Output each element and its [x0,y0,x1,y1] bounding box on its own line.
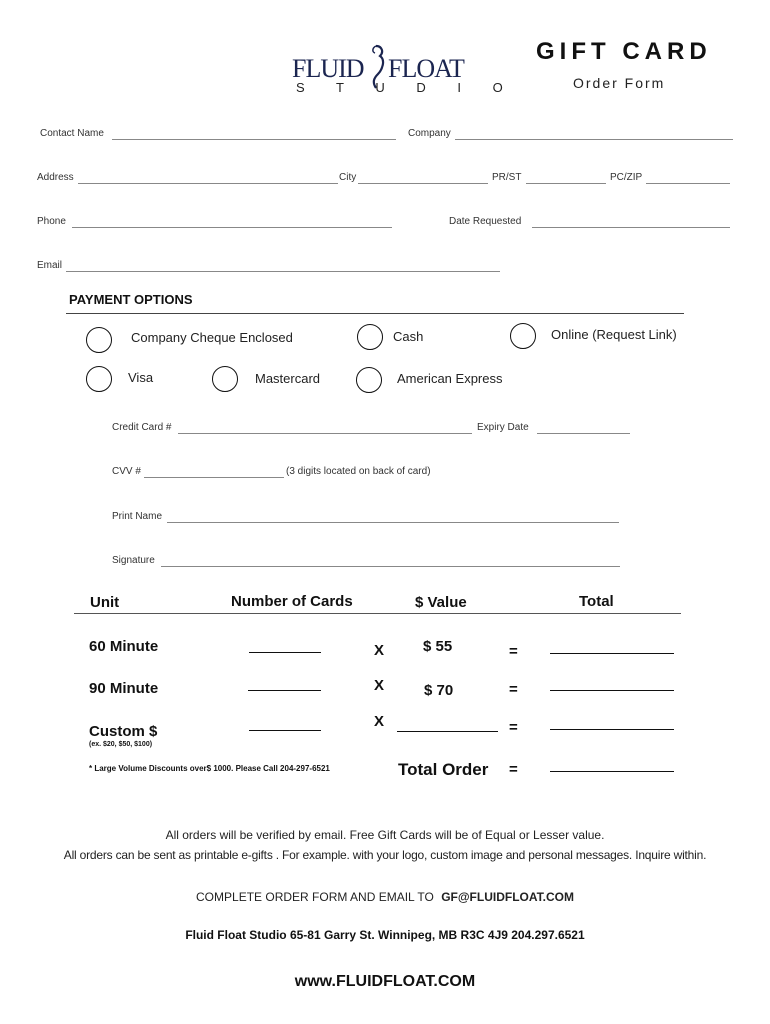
company-field[interactable] [455,139,733,140]
complete-order-line [0,890,770,904]
col-number-header: Number of Cards [231,593,353,610]
page-subtitle: Order Form [573,75,666,91]
logo [290,48,517,96]
logo-word-float: FLOAT [388,54,464,83]
number-field-custom[interactable] [249,730,321,731]
logo-word-fluid: FLUID [292,54,364,83]
phone-field[interactable] [72,227,392,228]
table-row-unit: 90 Minute [89,680,159,697]
table-row-value: $ 70 [424,682,454,699]
date-requested-field[interactable] [532,227,730,228]
order-email-link[interactable]: GF@FLUIDFLOAT.COM [441,890,574,904]
col-value-header: $ Value [415,594,467,611]
amex-label: American Express [397,371,503,386]
custom-note: (ex. $20, $50, $100) [89,741,153,748]
online-label: Online (Request Link) [551,327,677,342]
print-name-label: Print Name [112,511,163,522]
company-label: Company [408,128,451,139]
signature-field[interactable] [161,566,620,567]
email-label: Email [37,260,63,271]
visa-radio[interactable] [86,366,112,392]
prst-field[interactable] [526,183,606,184]
cvv-label: CVV # [112,466,141,477]
table-row-value: $ 55 [423,638,453,655]
times-sign: X [374,677,385,694]
col-unit-header: Unit [90,594,120,611]
credit-card-label: Credit Card # [112,422,172,433]
total-order-field[interactable] [550,771,674,772]
cvv-field[interactable] [144,477,284,478]
verification-note: All orders will be verified by email. Free Gift Cards will be of Equal or Lesser value. [165,828,605,842]
total-order-label: Total Order [398,760,489,779]
payment-divider [66,313,684,314]
amex-radio[interactable] [356,367,382,393]
city-field[interactable] [358,183,488,184]
website-link[interactable]: www.FLUIDFLOAT.COM [294,973,476,990]
e-gift-note: All orders can be sent as printable e-gifts . For example. with your logo, custom image and personal messages. Inquire within. [63,848,707,862]
studio-address: Fluid Float Studio 65-81 Garry St. Winnipeg, MB R3C 4J9 204.297.6521 [185,928,585,942]
total-field-custom[interactable] [550,729,674,730]
cash-label: Cash [393,329,424,344]
pczip-label: PC/ZIP [610,172,643,183]
cvv-note: (3 digits located on back of card) [286,466,431,477]
times-sign: X [374,642,385,659]
pczip-field[interactable] [646,183,730,184]
contact-name-label: Contact Name [40,128,104,139]
cheque-radio[interactable] [86,327,112,353]
date-requested-label: Date Requested [449,216,522,227]
number-field-90[interactable] [248,690,321,691]
expiry-field[interactable] [537,433,630,434]
phone-label: Phone [37,216,66,227]
total-field-90[interactable] [550,690,674,691]
visa-label: Visa [128,370,154,385]
mastercard-label: Mastercard [255,371,321,386]
total-field-60[interactable] [550,653,674,654]
contact-name-field[interactable] [112,139,396,140]
signature-label: Signature [112,555,155,566]
city-label: City [339,172,357,183]
email-field[interactable] [66,271,500,272]
cash-radio[interactable] [357,324,383,350]
payment-heading: PAYMENT OPTIONS [69,292,193,307]
discount-note: * Large Volume Discounts over$ 1000. Please Call 204-297-6521 [89,764,330,773]
prst-label: PR/ST [492,172,522,183]
page-title: GIFT CARD [536,38,712,65]
logo-sub: S T U D I O [296,80,517,95]
table-row-unit: Custom $ [89,723,158,740]
equals-sign: = [509,643,518,660]
table-row-unit: 60 Minute [89,638,159,655]
complete-order-text: COMPLETE ORDER FORM AND EMAIL TO [196,890,434,904]
equals-sign: = [509,681,518,698]
address-label: Address [37,172,74,183]
col-total-header: Total [579,593,614,610]
credit-card-field[interactable] [178,433,472,434]
online-radio[interactable] [510,323,536,349]
cheque-label: Company Cheque Enclosed [131,330,293,345]
expiry-label: Expiry Date [477,422,529,433]
custom-value-field[interactable] [397,731,498,732]
table-header-divider [74,613,681,614]
times-sign: X [374,713,385,730]
address-field[interactable] [78,183,338,184]
total-equals-sign: = [509,761,518,778]
number-field-60[interactable] [249,652,321,653]
equals-sign: = [509,719,518,736]
print-name-field[interactable] [167,522,619,523]
mastercard-radio[interactable] [212,366,238,392]
